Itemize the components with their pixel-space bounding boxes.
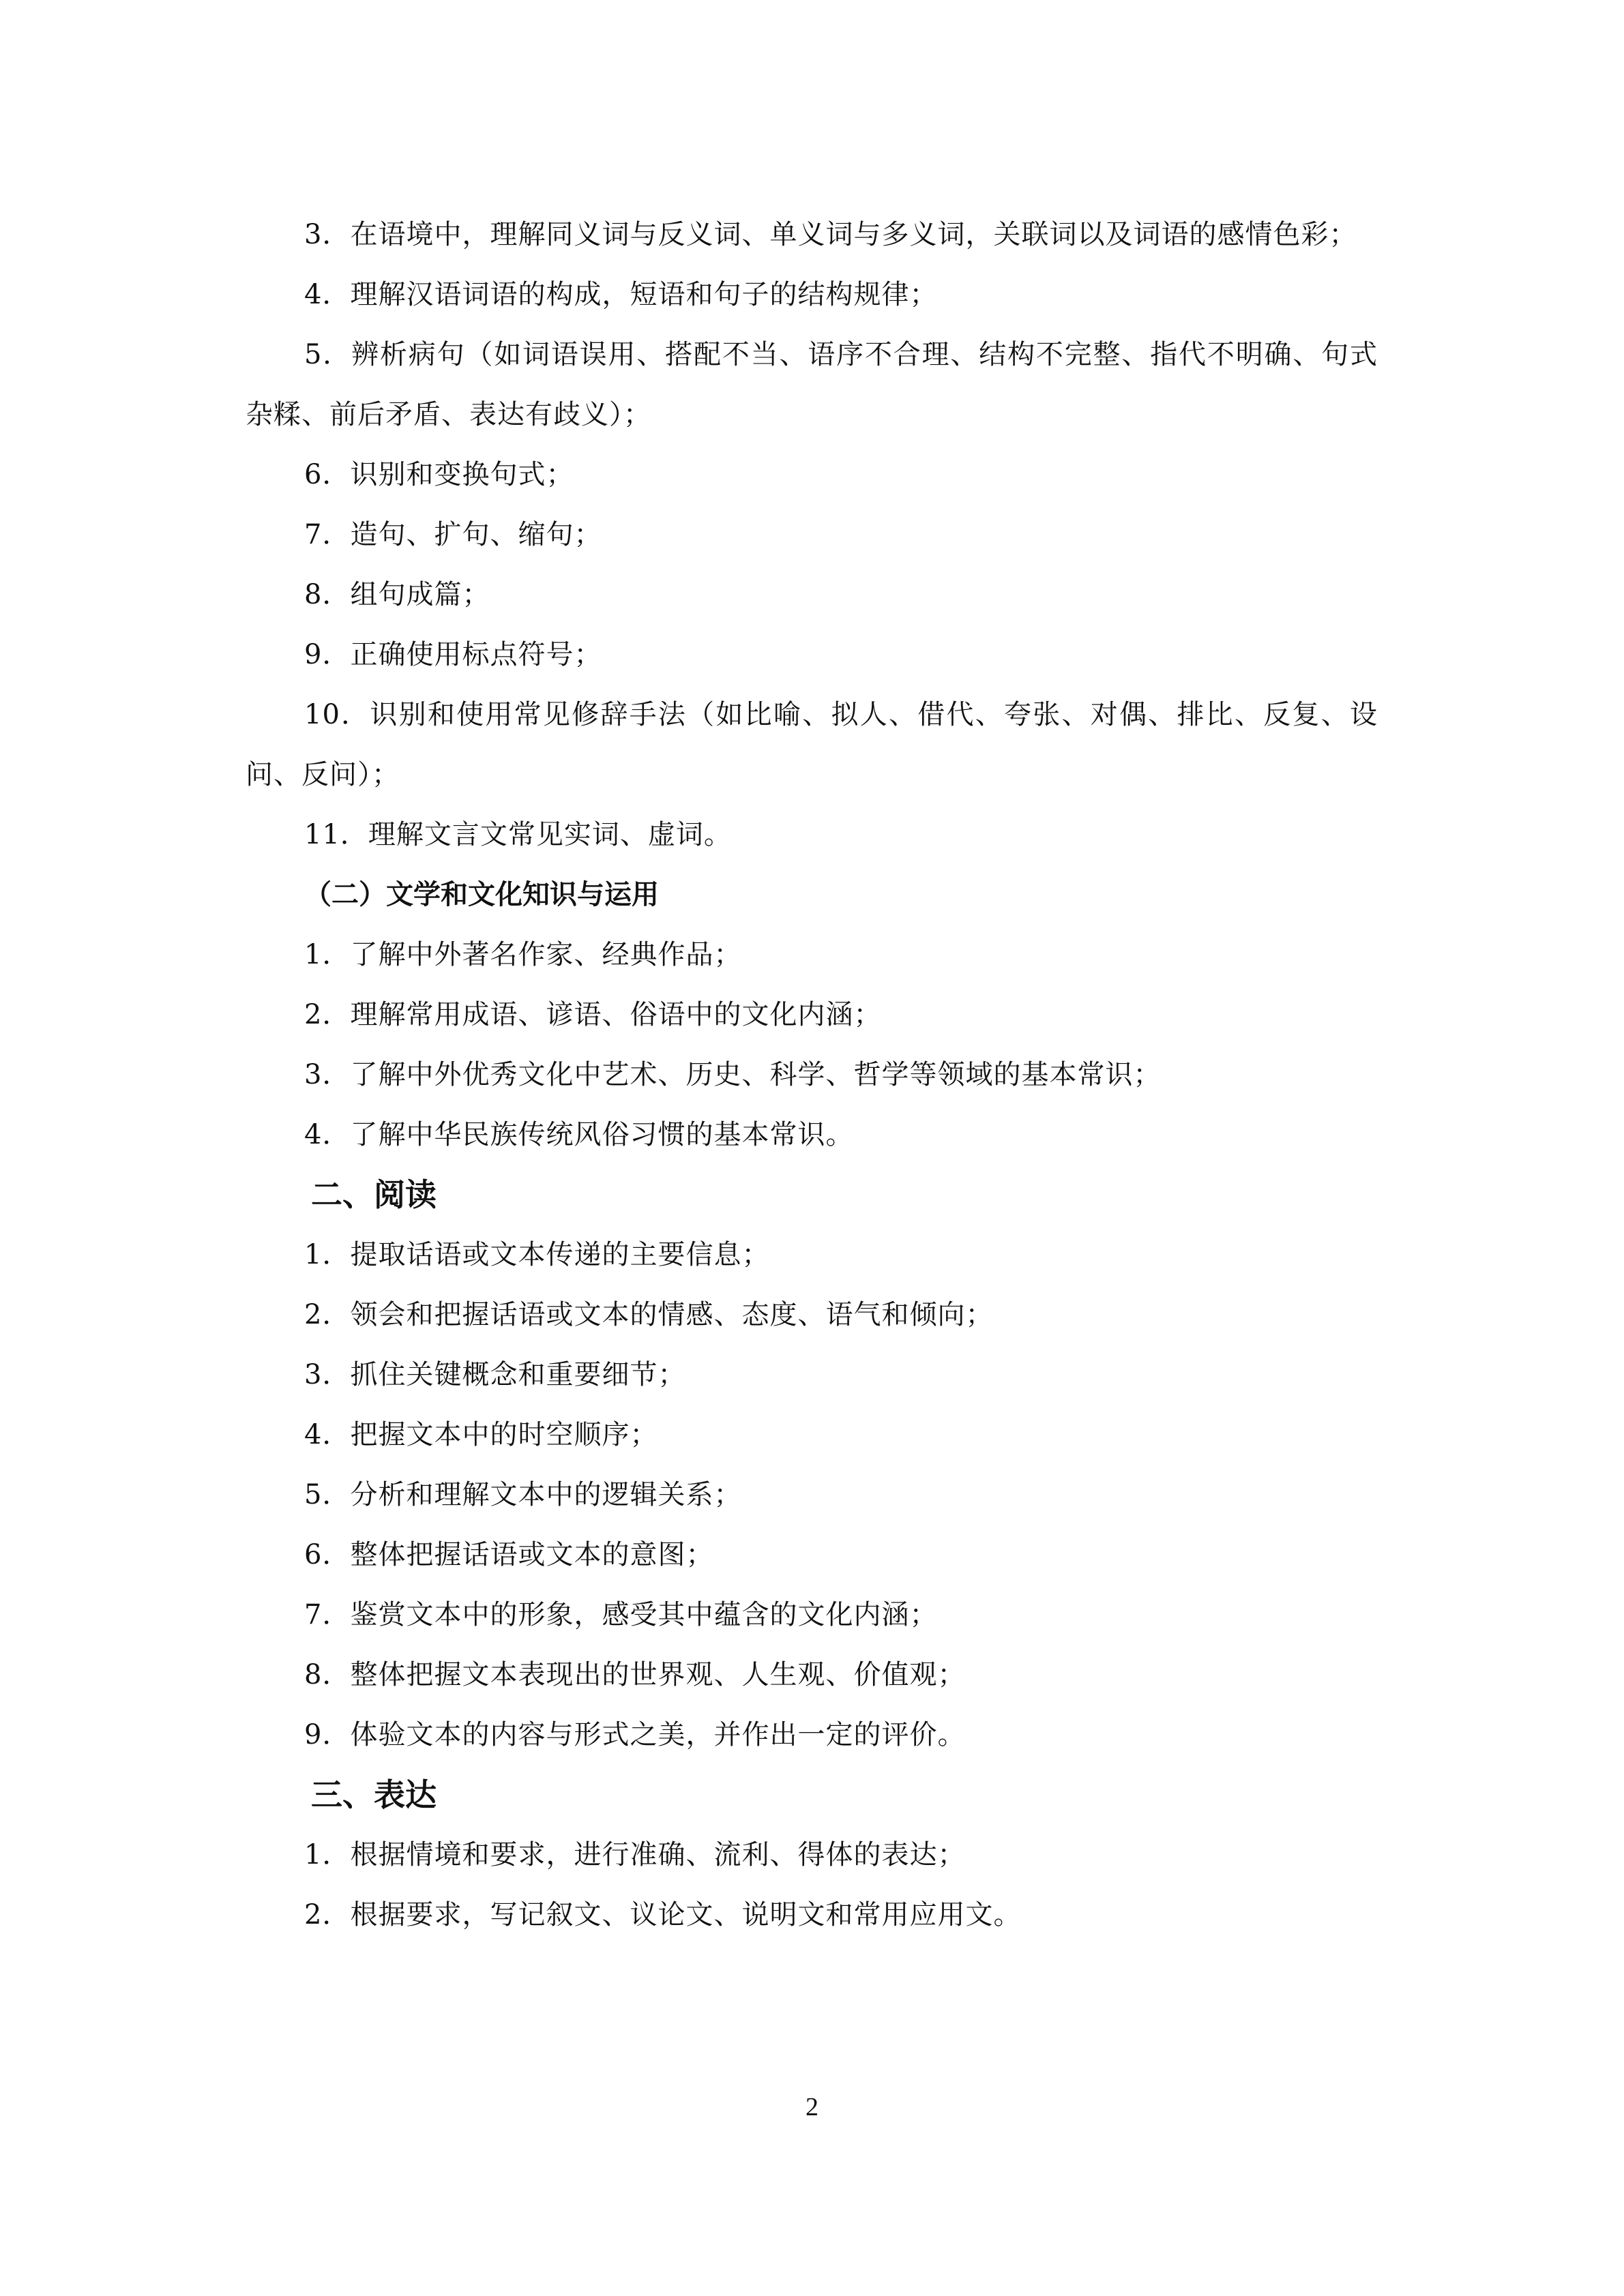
subsection-heading: （二）文学和文化知识与运用 — [304, 879, 659, 910]
list-item: 4．理解汉语词语的构成，短语和句子的结构规律； — [304, 279, 938, 310]
list-item: 3．在语境中，理解同义词与反义词、单义词与多义词，关联词以及词语的感情色彩； — [304, 219, 1357, 250]
page-content — [246, 205, 1378, 1945]
list-item: 6．识别和变换句式； — [304, 459, 574, 490]
list-item: 3．抓住关键概念和重要细节； — [304, 1359, 686, 1390]
list-item: 8．组句成篇； — [304, 579, 490, 610]
list-item: 11．理解文言文常见实词、虚词。 — [304, 819, 732, 850]
list-item: 3．了解中外优秀文化中艺术、历史、科学、哲学等领域的基本常识； — [304, 1059, 1162, 1090]
list-item: 6．整体把握话语或文本的意图； — [304, 1539, 714, 1570]
list-item: 1．了解中外著名作家、经典作品； — [304, 939, 742, 970]
section-heading-reading: 二、阅读 — [311, 1176, 437, 1213]
list-item: 2．领会和把握话语或文本的情感、态度、语气和倾向； — [304, 1299, 994, 1330]
list-item: 9．体验文本的内容与形式之美，并作出一定的评价。 — [304, 1719, 966, 1750]
list-item: 1．提取话语或文本传递的主要信息； — [304, 1239, 770, 1270]
list-item: 7．鉴赏文本中的形象，感受其中蕴含的文化内涵； — [304, 1599, 938, 1630]
list-item: 2．理解常用成语、谚语、俗语中的文化内涵； — [304, 999, 882, 1030]
page-number: 2 — [806, 2093, 818, 2121]
list-item: 5．辨析病句（如词语误用、搭配不当、语序不合理、结构不完整、指代不明确、句式杂糅、前后矛盾、表达有歧义）； — [246, 339, 1378, 430]
section-heading-expression: 三、表达 — [311, 1776, 437, 1813]
list-item: 4．把握文本中的时空顺序； — [304, 1419, 658, 1450]
list-item: 9．正确使用标点符号； — [304, 639, 602, 670]
list-item: 1．根据情境和要求，进行准确、流利、得体的表达； — [304, 1839, 966, 1870]
list-item: 4．了解中华民族传统风俗习惯的基本常识。 — [304, 1119, 854, 1150]
list-item: 8．整体把握文本表现出的世界观、人生观、价值观； — [304, 1659, 966, 1690]
list-item: 7．造句、扩句、缩句； — [304, 519, 602, 550]
list-item: 10．识别和使用常见修辞手法（如比喻、拟人、借代、夸张、对偶、排比、反复、设问、反问）； — [246, 699, 1378, 790]
list-item: 2．根据要求，写记叙文、议论文、说明文和常用应用文。 — [304, 1899, 1022, 1930]
list-item: 5．分析和理解文本中的逻辑关系； — [304, 1479, 742, 1510]
